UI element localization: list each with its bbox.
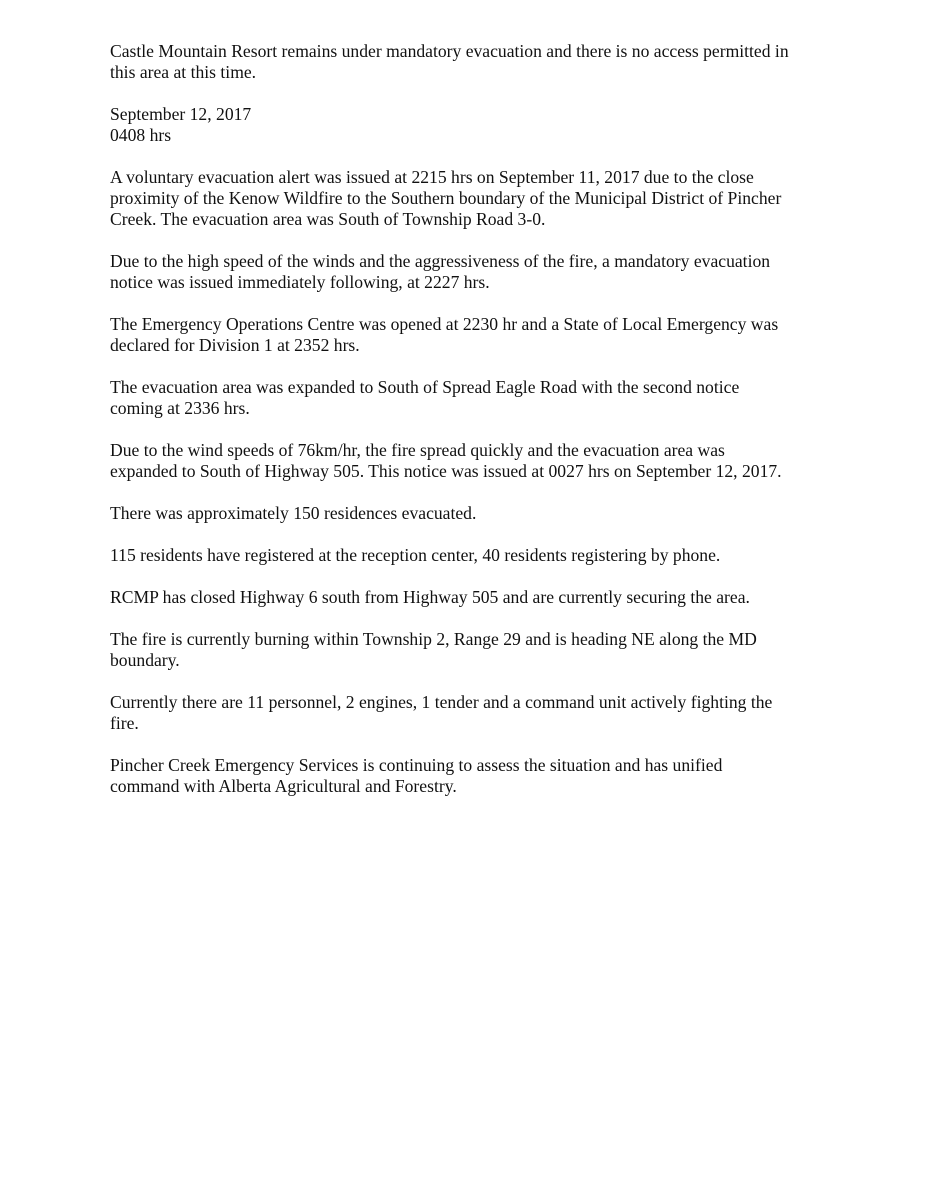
text-line: Due to the high speed of the winds and the aggressiveness of the fire, a mandatory evacuation	[110, 251, 771, 271]
text-line: There was approximately 150 residences evacuated.	[110, 503, 477, 523]
paragraph-castle-mountain	[110, 41, 820, 83]
text-line: this area at this time.	[110, 62, 257, 82]
text-line: 115 residents have registered at the reception center, 40 residents registering by phone.	[110, 545, 721, 565]
paragraph-voluntary-alert	[110, 167, 820, 230]
text-line: Creek. The evacuation area was South of Township Road 3-0.	[110, 209, 546, 229]
text-line: proximity of the Kenow Wildfire to the Southern boundary of the Municipal District of Pincher	[110, 188, 782, 208]
text-line: expanded to South of Highway 505. This notice was issued at 0027 hrs on September 12, 2017.	[110, 461, 782, 481]
paragraph-date-time	[110, 104, 820, 146]
text-line: The Emergency Operations Centre was opened at 2230 hr and a State of Local Emergency was	[110, 314, 779, 334]
document-body	[110, 41, 820, 818]
paragraph-mandatory-notice	[110, 251, 820, 293]
paragraph-rcmp-closure	[110, 587, 820, 608]
text-line: declared for Division 1 at 2352 hrs.	[110, 335, 360, 355]
paragraph-second-notice	[110, 377, 820, 419]
paragraph-residents-registered	[110, 545, 820, 566]
text-line: Castle Mountain Resort remains under mandatory evacuation and there is no access permitted in	[110, 41, 789, 61]
text-line: coming at 2336 hrs.	[110, 398, 250, 418]
text-line: Currently there are 11 personnel, 2 engines, 1 tender and a command unit actively fighting the	[110, 692, 773, 712]
paragraph-eoc-opened	[110, 314, 820, 356]
text-line: The evacuation area was expanded to South of Spread Eagle Road with the second notice	[110, 377, 740, 397]
text-line: command with Alberta Agricultural and Forestry.	[110, 776, 457, 796]
text-line: RCMP has closed Highway 6 south from Highway 505 and are currently securing the area.	[110, 587, 750, 607]
paragraph-wind-speeds	[110, 440, 820, 482]
paragraph-fire-location	[110, 629, 820, 671]
text-line: The fire is currently burning within Township 2, Range 29 and is heading NE along the MD	[110, 629, 757, 649]
text-line: Pincher Creek Emergency Services is continuing to assess the situation and has unified	[110, 755, 723, 775]
date-line: September 12, 2017	[110, 104, 252, 124]
text-line: notice was issued immediately following, at 2227 hrs.	[110, 272, 490, 292]
text-line: Due to the wind speeds of 76km/hr, the fire spread quickly and the evacuation area was	[110, 440, 725, 460]
time-line: 0408 hrs	[110, 125, 172, 145]
text-line: boundary.	[110, 650, 180, 670]
paragraph-unified-command	[110, 755, 820, 797]
paragraph-resources	[110, 692, 820, 734]
paragraph-residences-evacuated	[110, 503, 820, 524]
text-line: fire.	[110, 713, 139, 733]
text-line: A voluntary evacuation alert was issued at 2215 hrs on September 11, 2017 due to the close	[110, 167, 754, 187]
